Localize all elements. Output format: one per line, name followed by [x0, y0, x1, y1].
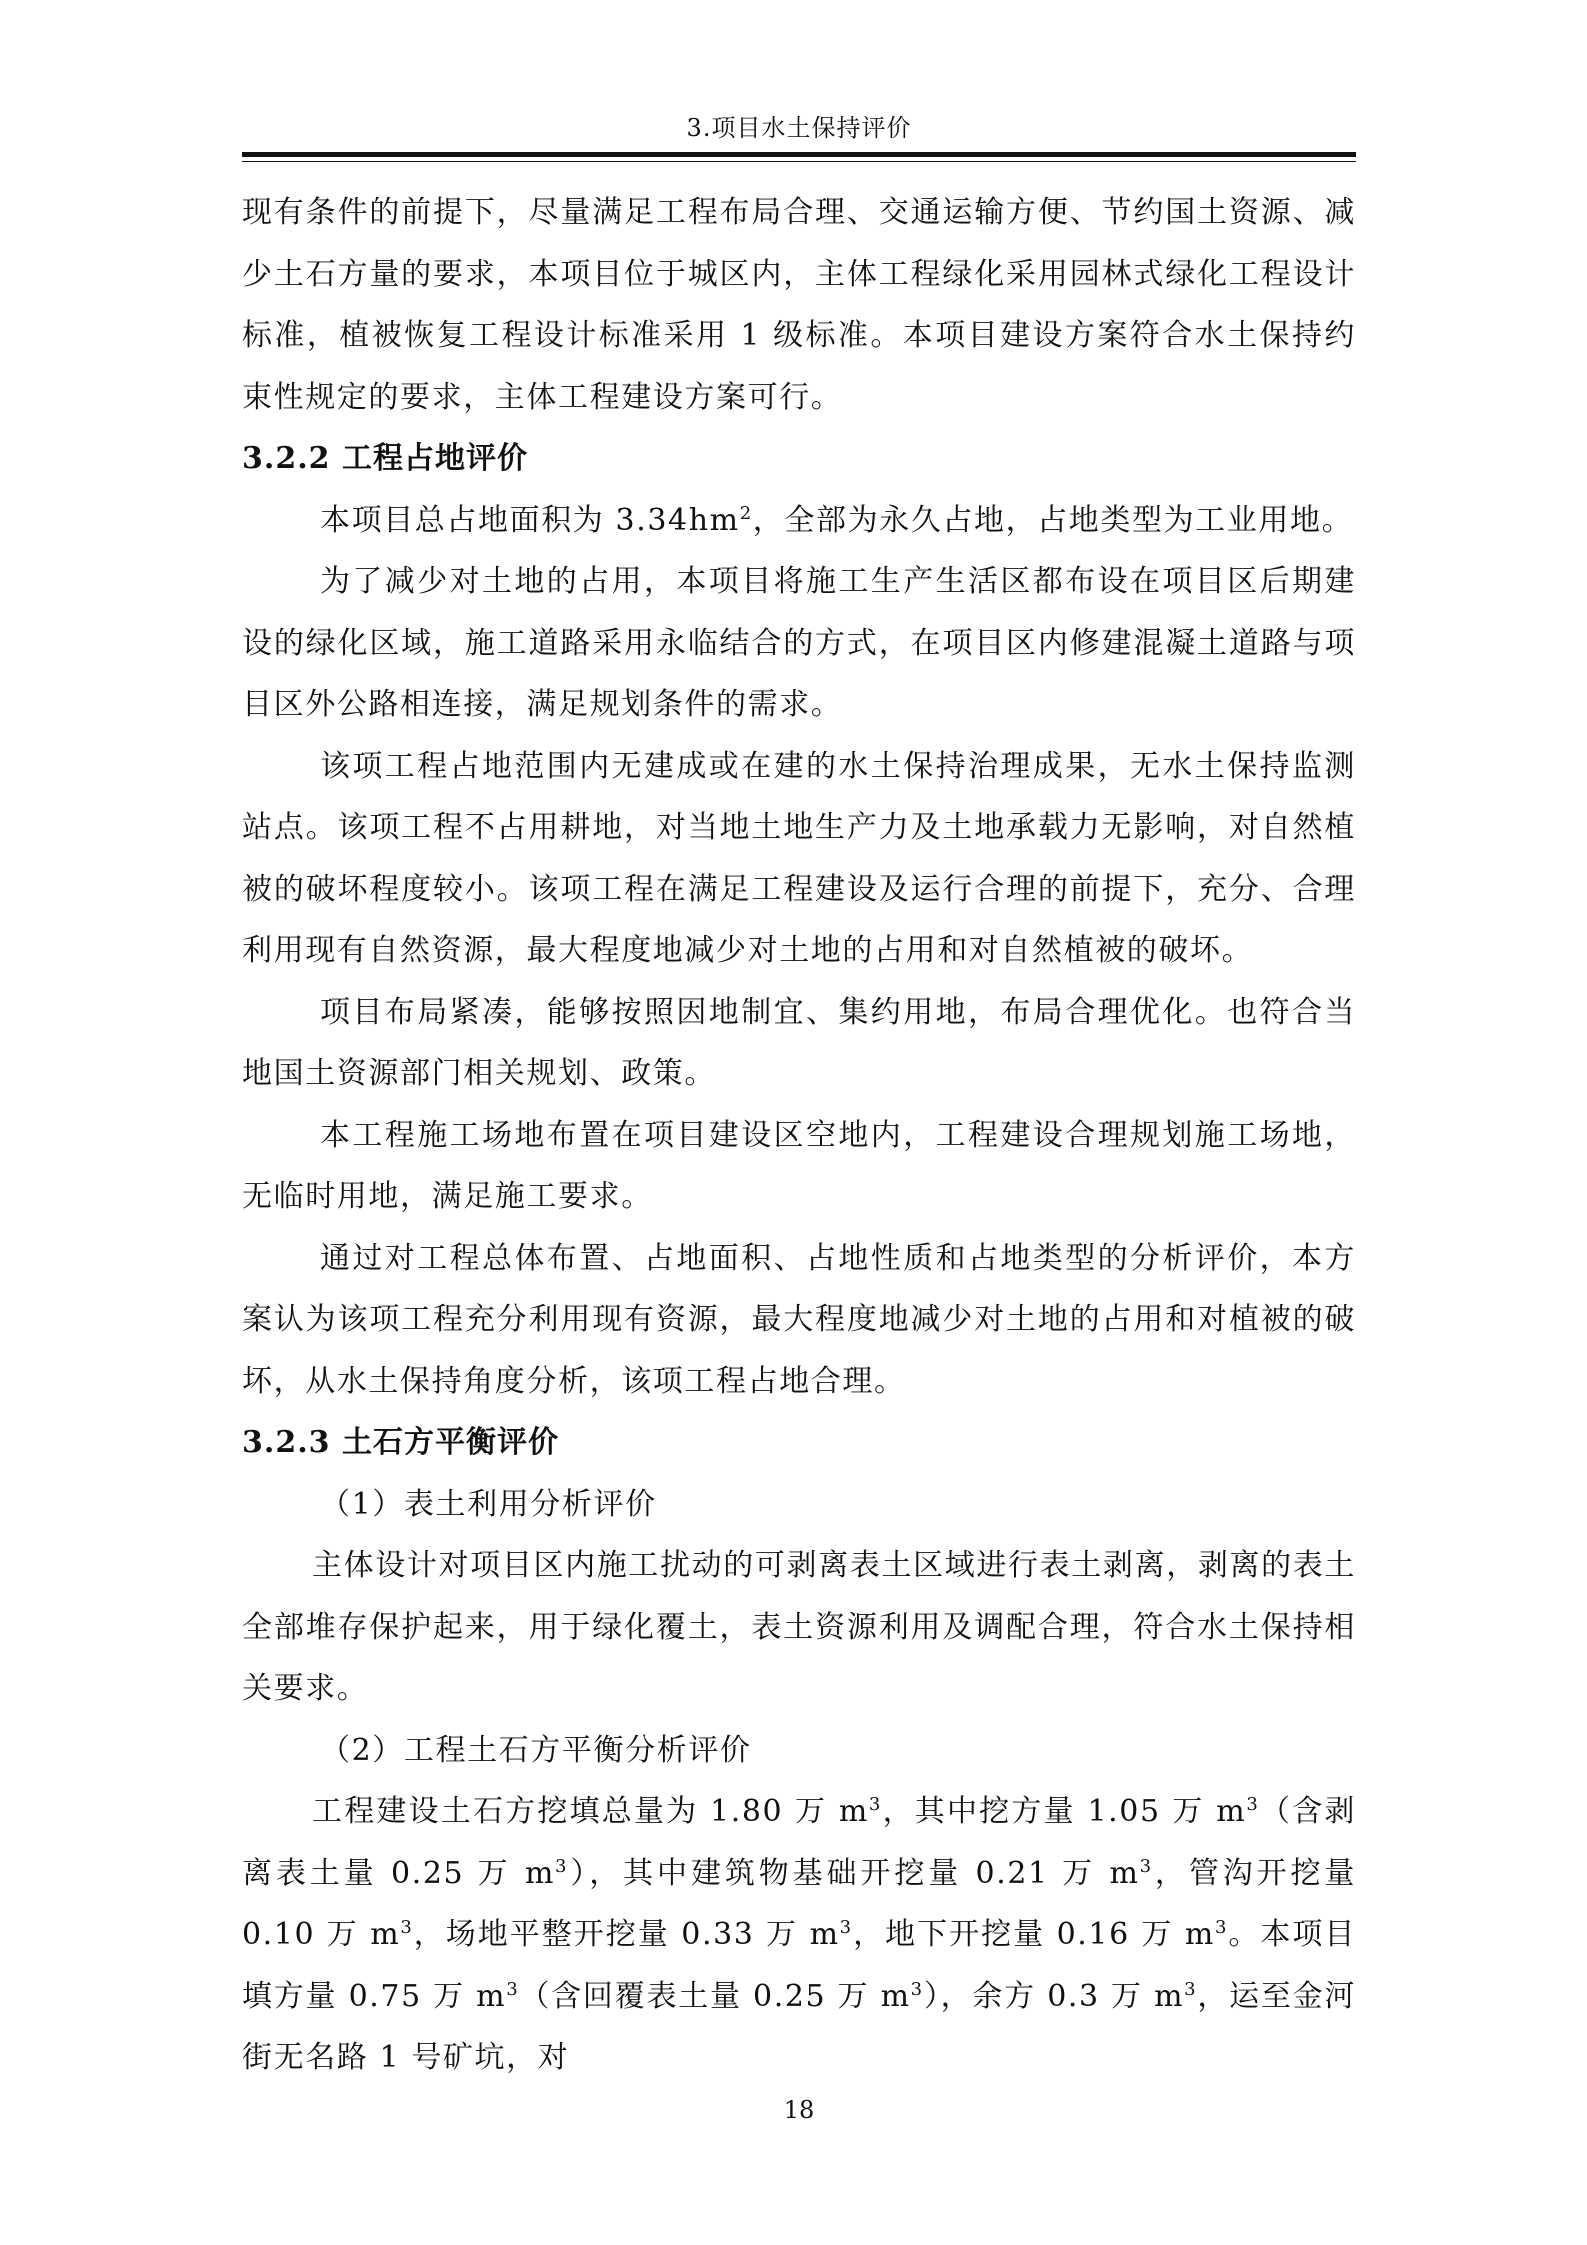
text-run: 现有条件的前提下，尽量满足工程布局合理、交通运输方便、节约国土资源、减少土石方量的要求，本项目位于城区内，主体工程绿化采用园林式绿化工程设计标准，植被恢复工程设计标准采用 1 级标准。本项目建设方案符合水土保持约束性规定的要求，主体工程建设方案可行。: [242, 195, 1356, 415]
page-number: 18: [783, 2096, 815, 2124]
body-paragraph: [242, 1781, 1356, 2089]
text-run: ），其中建筑物基础开挖量 0.21 万 m: [568, 1855, 1140, 1891]
text-run: ），余方 0.3 万 m: [923, 1978, 1185, 2014]
text-run: （1）表土利用分析评价: [320, 1486, 657, 1522]
text-run: 。本项目填方量 0.75 万 m: [242, 1917, 1356, 2014]
body-paragraph: [242, 490, 1356, 552]
text-run: （含剥离表土量 0.25 万 m: [242, 1794, 1356, 1891]
superscript: 3: [400, 1917, 414, 1938]
superscript: 3: [910, 1978, 924, 2000]
header-rule-thick: [242, 152, 1356, 157]
text-run: 本项目总占地面积为 3.34hm: [320, 502, 740, 538]
text-run: 本工程施工场地布置在项目建设区空地内，工程建设合理规划施工场地，无临时用地，满足施工要求。: [242, 1117, 1356, 1214]
text-run: ，管沟开挖量 0.10 万 m: [242, 1855, 1356, 1952]
page-body: [242, 182, 1356, 2089]
superscript: 3: [1184, 1978, 1198, 2000]
text-run: 工程建设土石方挖填总量为 1.80 万 m: [312, 1794, 869, 1829]
body-paragraph: [242, 1474, 1356, 1536]
text-run: （2）工程土石方平衡分析评价: [320, 1732, 752, 1768]
text-run: ，场地平整开挖量 0.33 万 m: [413, 1917, 840, 1952]
superscript: 3: [839, 1917, 853, 1938]
section-heading: [242, 1412, 1356, 1474]
superscript: 3: [868, 1794, 882, 1815]
text-run: ，其中挖方量 1.05 万 m: [881, 1794, 1247, 1829]
header-rule-thin: [242, 161, 1356, 162]
text-run: 项目布局紧凑，能够按照因地制宜、集约用地，布局合理优化。也符合当地国土资源部门相关规划、政策。: [242, 994, 1356, 1091]
text-run: 3.2.2 工程占地评价: [242, 441, 528, 476]
superscript: 3: [506, 1978, 520, 2000]
body-paragraph: [242, 551, 1356, 736]
superscript: 3: [1139, 1855, 1153, 1877]
running-header: 3.项目水土保持评价: [686, 114, 912, 142]
text-run: （含回覆表土量 0.25 万 m: [519, 1978, 911, 2014]
superscript: 2: [739, 502, 753, 524]
section-heading: [242, 428, 1356, 490]
body-paragraph: [242, 1535, 1356, 1720]
text-run: ，运至金河街无名路 1 号矿坑，对: [242, 1978, 1356, 2075]
body-paragraph: [242, 182, 1356, 428]
body-paragraph: [242, 736, 1356, 982]
superscript: 3: [555, 1855, 569, 1877]
text-run: ，地下开挖量 0.16 万 m: [852, 1917, 1215, 1952]
body-paragraph: [242, 1105, 1356, 1228]
text-run: 通过对工程总体布置、占地面积、占地性质和占地类型的分析评价，本方案认为该项工程充分利用现有资源，最大程度地减少对土地的占用和对植被的破坏，从水土保持角度分析，该项工程占地合理。: [242, 1240, 1356, 1399]
text-run: 为了减少对土地的占用，本项目将施工生产生活区都布设在项目区后期建设的绿化区域，施工道路采用永临结合的方式，在项目区内修建混凝土道路与项目区外公路相连接，满足规划条件的需求。: [242, 564, 1356, 722]
body-paragraph: [242, 1228, 1356, 1413]
body-paragraph: [242, 1720, 1356, 1782]
superscript: 3: [1246, 1794, 1260, 1815]
text-run: 主体设计对项目区内施工扰动的可剥离表土区域进行表土剥离，剥离的表土全部堆存保护起来，用于绿化覆土，表土资源利用及调配合理，符合水土保持相关要求。: [242, 1548, 1356, 1706]
body-paragraph: [242, 982, 1356, 1105]
superscript: 3: [1214, 1917, 1228, 1938]
text-run: ，全部为永久占地，占地类型为工业用地。: [752, 502, 1354, 538]
text-run: 该项工程占地范围内无建成或在建的水土保持治理成果，无水土保持监测站点。该项工程不占用耕地，对当地土地生产力及土地承载力无影响，对自然植被的破坏程度较小。该项工程在满足工程建设及运行合理的前提下，充分、合理利用现有自然资源，最大程度地减少对土地的占用和对自然植被的破坏。: [242, 748, 1356, 968]
text-run: 3.2.3 土石方平衡评价: [242, 1425, 559, 1460]
